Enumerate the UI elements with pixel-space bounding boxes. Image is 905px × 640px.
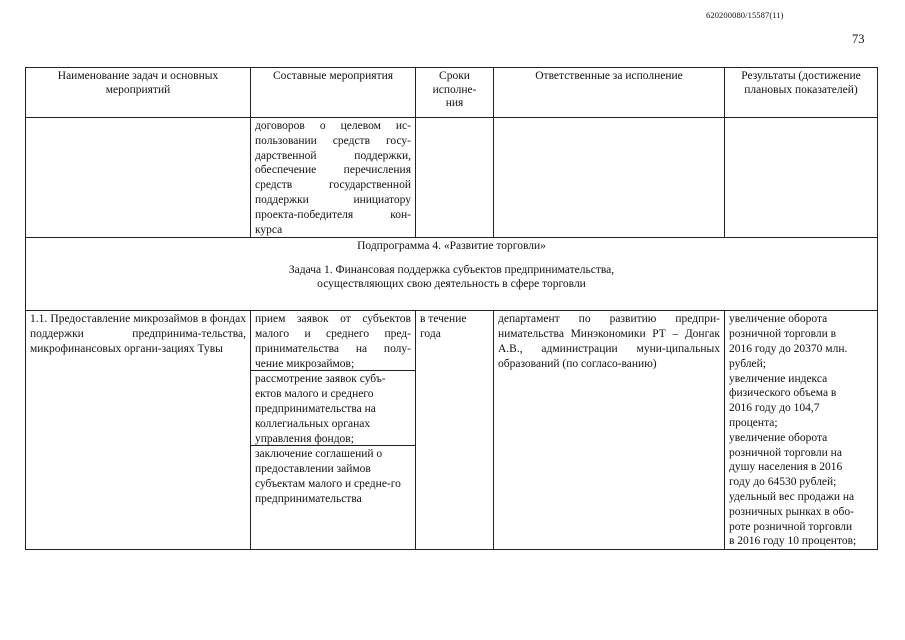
task-title-line1: Задача 1. Финансовая поддержка субъектов предпринимательства, [288, 263, 615, 276]
result-line: 2016 году до 20370 млн. [729, 342, 848, 355]
result-line: душу населения в 2016 [729, 461, 843, 474]
cont-line: договоров о целевом ис- [255, 120, 411, 132]
result-line: увеличение оборота [729, 431, 828, 444]
result-line: увеличение индекса [729, 372, 828, 385]
header-responsible: Ответственные за исполнение [494, 68, 725, 118]
result-line: в 2016 году 10 процентов; [729, 535, 857, 548]
page-number: 73 [852, 32, 865, 46]
cont-line: поддержки инициатору [255, 193, 411, 206]
header-row [26, 68, 878, 118]
document-code: 620200080/15587(11) [706, 10, 784, 20]
continuation-empty-4 [494, 118, 725, 238]
subprogram-row [26, 238, 878, 311]
cont-line: средств государственной [255, 179, 411, 192]
subaction-item: заключение соглашений о предоставлении займов субъектам малого и средне-го предпринимательства [255, 448, 401, 505]
subaction-item: прием заявок от субъектов малого и среднего пред-принимательства на полу-чение микрозаймов; [251, 311, 415, 371]
term-cell: в течение года [416, 311, 494, 550]
result-line: розничных рынках в обо- [729, 505, 854, 518]
subprogram-title: Подпрограмма 4. «Развитие торговли» [357, 240, 546, 253]
result-line: увеличение оборота [729, 313, 828, 326]
subactions-cell [251, 311, 416, 550]
result-line: роте розничной торговли [729, 520, 853, 533]
header-subactions: Составные мероприятия [251, 68, 416, 118]
result-line: физического объема в [729, 387, 837, 400]
subaction-item: рассмотрение заявок субъ-ектов малого и среднего предпринимательства на коллегиальных органах управления фондов; [251, 371, 415, 446]
continuation-empty-3 [416, 118, 494, 238]
cont-line: курса [255, 223, 283, 236]
header-results: Результаты (достижение плановых показателей) [725, 68, 878, 118]
measure-name: 1.1. Предоставление микрозаймов в фондах поддержки предпринима-тельства, микрофинансовых органи-зациях Тувы [26, 311, 251, 550]
continuation-empty-1 [26, 118, 251, 238]
continuation-text [251, 118, 416, 238]
continuation-empty-5 [725, 118, 878, 238]
result-line: году до 64530 рублей; [729, 476, 837, 489]
result-line: удельный вес продажи на [729, 490, 855, 503]
continuation-row [26, 118, 878, 238]
measure-row [26, 311, 878, 550]
results-cell [725, 311, 878, 550]
measures-table [25, 67, 878, 550]
subprogram-cell [26, 238, 878, 311]
cont-line: проекта-победителя кон- [255, 208, 411, 221]
result-line: розничной торговли в [729, 328, 837, 341]
cont-line: обеспечение перечисления [255, 164, 411, 177]
result-line: 2016 году до 104,7 [729, 402, 820, 415]
header-task-name: Наименование задач и основных мероприятий [26, 68, 251, 118]
result-line: процента; [729, 416, 778, 429]
cont-line: дарственной поддержки, [255, 149, 411, 162]
cont-line: пользовании средств госу- [255, 134, 411, 147]
header-terms: Сроки исполне-ния [416, 68, 494, 118]
result-line: рублей; [729, 357, 766, 370]
responsible-cell: департамент по развитию предпри-нимательства Минэкономики РТ – Донгак А.В., администрации муни-ципальных образований (по согласо-ванию) [494, 311, 725, 550]
result-line: розничной торговли на [729, 446, 842, 459]
task-title-line2: осуществляющих свою деятельность в сфере торговли [317, 278, 586, 291]
